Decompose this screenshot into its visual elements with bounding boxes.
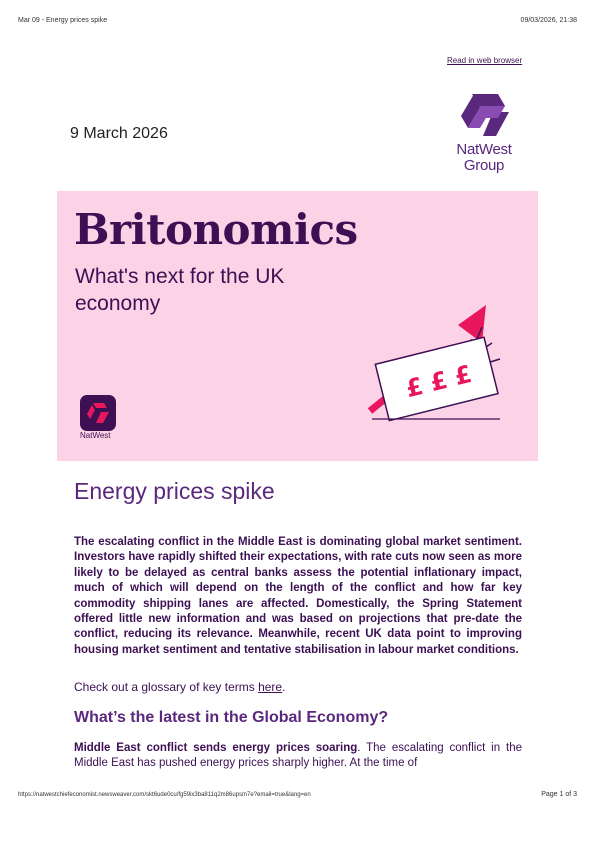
britonomics-banner xyxy=(57,191,538,461)
pound-signs-label: £ £ £ xyxy=(402,359,475,404)
glossary-suffix: . xyxy=(282,680,286,694)
read-in-web-browser-link[interactable]: Read in web browser xyxy=(447,56,523,65)
section-bold-lead: Middle East conflict sends energy prices soaring xyxy=(74,742,358,754)
natwest-group-logo-icon xyxy=(452,92,518,138)
glossary-prefix: Check out a glossary of key terms xyxy=(74,680,259,694)
rising-arrow-money-illustration-icon xyxy=(362,281,512,431)
article-lead-paragraph: The escalating conflict in the Middle East is dominating global market sentiment. Investors have rapidly shifted their expectations, with rate cuts now seen as more likely to be delayed as central banks assess the potential inflationary impact, much of which will depend on the length of the conflict and how far key commodity shipping lanes are affected. Domestically, the Spring Statement offered little new information and was based on projections that pre-date the conflict, reducing its relevance. Meanwhile, recent UK data point to improving housing market sentiment and tentative stabilisation in labour market conditions. xyxy=(74,536,522,656)
logo-line-2: Group xyxy=(463,157,505,174)
natwest-group-wordmark xyxy=(455,142,513,174)
print-header-title: Mar 09 - Energy prices spike xyxy=(18,17,108,24)
print-footer-url: https://natwestchiefeconomist.newsweaver.com/skt6ude0cu/fg59ix3ba811q2m86upsm7e?email=true&lang=en xyxy=(18,792,311,798)
issue-date: 9 March 2026 xyxy=(70,125,168,142)
natwest-app-icon xyxy=(80,395,116,431)
article-title: Energy prices spike xyxy=(74,478,275,504)
section-paragraph xyxy=(74,741,522,772)
logo-line-1: NatWest xyxy=(456,141,512,158)
section-text: . The escalating conflict in the Middle East has pushed energy prices sharply higher. At the time of xyxy=(74,742,522,770)
banner-natwest-label: NatWest xyxy=(80,431,111,440)
section-heading: What’s the latest in the Global Economy? xyxy=(74,709,389,726)
print-footer-page: Page 1 of 3 xyxy=(541,791,577,798)
banner-title: Britonomics xyxy=(74,205,358,254)
banner-subtitle: What's next for the UK economy xyxy=(75,265,285,315)
print-header-timestamp: 09/03/2026, 21:38 xyxy=(520,17,577,24)
glossary-here-link[interactable]: here xyxy=(258,680,283,694)
glossary-line xyxy=(74,680,285,694)
